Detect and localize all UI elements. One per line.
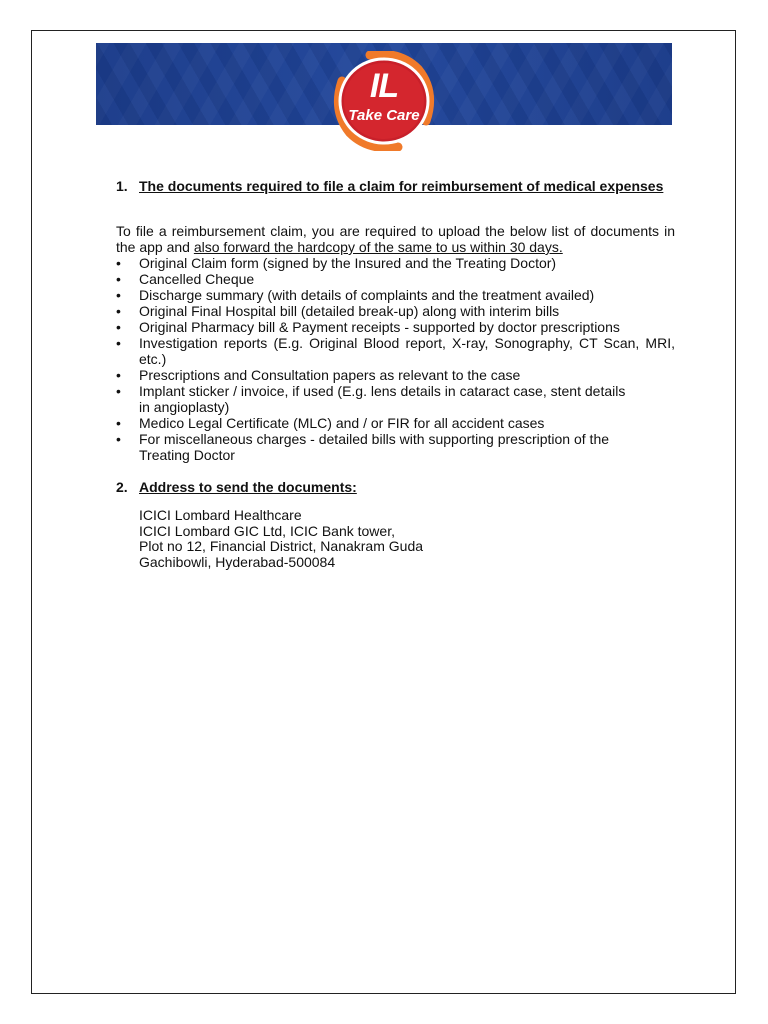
section-1-number: 1. — [116, 178, 128, 194]
intro-underlined-text: also forward the hardcopy of the same to us within 30 days. — [193, 239, 563, 255]
section-2-heading — [116, 479, 675, 495]
section-2-title: Address to send the documents: — [139, 479, 357, 495]
list-item: • Original Final Hospital bill (detailed break-up) along with interim bills — [116, 303, 675, 319]
il-take-care-logo — [328, 51, 440, 151]
document-body — [116, 178, 675, 570]
logo-take-care-text: Take Care — [348, 107, 420, 124]
list-item: • Discharge summary (with details of complaints and the treatment availed) — [116, 287, 675, 303]
section-1-heading — [116, 178, 675, 194]
address-line: ICICI Lombard Healthcare — [139, 507, 302, 523]
list-item: • Implant sticker / invoice, if used (E.g. lens details in cataract case, stent details in angioplasty) — [116, 383, 675, 415]
list-item: • Original Pharmacy bill & Payment receipts - supported by doctor prescriptions — [116, 319, 675, 335]
list-item: • For miscellaneous charges - detailed bills with supporting prescription of the Treating Doctor — [116, 431, 675, 463]
address-line: ICICI Lombard GIC Ltd, ICIC Bank tower, — [139, 522, 395, 539]
list-item: • Medico Legal Certificate (MLC) and / or FIR for all accident cases — [116, 415, 675, 431]
header-banner — [96, 43, 672, 125]
list-item: • Investigation reports (E.g. Original Blood report, X-ray, Sonography, CT Scan, MRI, etc.) — [116, 335, 675, 367]
list-item: • Original Claim form (signed by the Insured and the Treating Doctor) — [116, 255, 675, 271]
section-1-title: The documents required to file a claim for reimbursement of medical expenses — [139, 178, 664, 194]
document-list-1 — [116, 255, 675, 383]
list-item: • Cancelled Cheque — [116, 271, 675, 287]
mailing-address — [116, 508, 675, 570]
intro-paragraph — [116, 223, 675, 255]
address-line: Plot no 12, Financial District, Nanakram Guda — [139, 538, 424, 554]
list-item: • Prescriptions and Consultation papers as relevant to the case — [116, 367, 675, 383]
address-line: Gachibowli, Hyderabad-500084 — [139, 553, 336, 570]
logo-il-text: IL — [369, 67, 399, 105]
intro-text: To file a reimbursement claim, you are required to upload the below list of documents in the app and — [116, 223, 675, 255]
document-list-2 — [116, 383, 675, 463]
section-2-number: 2. — [116, 479, 128, 495]
